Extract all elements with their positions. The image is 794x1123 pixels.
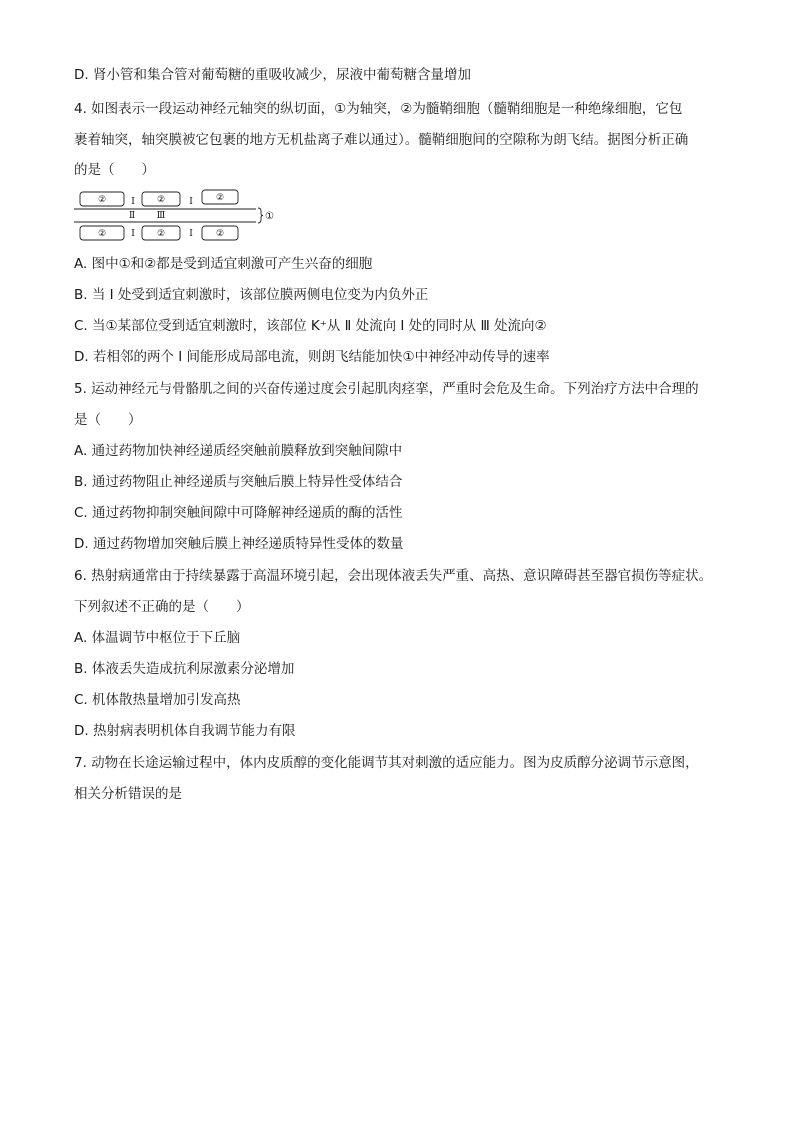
axon-brace	[258, 208, 263, 223]
q6-option-d: D. 热射病表明机体自我调节能力有限	[74, 723, 296, 739]
q5-option-d: D. 通过药物增加突触后膜上神经递质特异性受体的数量	[74, 536, 404, 552]
q4-option-d: D. 若相邻的两个 Ⅰ 间能形成局部电流，则朗飞结能加快①中神经冲动传导的速率	[74, 349, 550, 365]
label-iii: Ⅲ	[156, 211, 166, 221]
q5-stem-line-2: 是（ ）	[74, 412, 142, 428]
q5-option-a: A. 通过药物加快神经递质经突触前膜释放到突触间隙中	[74, 443, 403, 459]
q7-stem-line-2: 相关分析错误的是	[74, 786, 182, 802]
q5-stem-line-1: 5. 运动神经元与骨骼肌之间的兴奋传递过度会引起肌肉痉挛，严重时会危及生命。下列治疗方法中合理的	[74, 381, 699, 397]
q6-option-c: C. 机体散热量增加引发高热	[74, 692, 241, 708]
sheath-label: ②	[156, 229, 166, 239]
node-label: Ⅰ	[189, 197, 193, 207]
sheath-label: ②	[97, 195, 107, 205]
node-label: Ⅰ	[131, 197, 135, 207]
q6-option-b: B. 体液丢失造成抗利尿激素分泌增加	[74, 661, 295, 677]
sheath-label: ②	[215, 229, 225, 239]
q3-option-d: D. 肾小管和集合管对葡萄糖的重吸收减少，尿液中葡萄糖含量增加	[74, 67, 471, 83]
sheath-label: ②	[215, 193, 225, 203]
q4-stem-line-2: 裹着轴突，轴突膜被它包裹的地方无机盐离子难以通过）。髓鞘细胞间的空隙称为朗飞结。据图分析正确	[74, 132, 689, 148]
sheath-label: ②	[97, 229, 107, 239]
node-label: Ⅰ	[131, 229, 135, 239]
q5-option-c: C. 通过药物抑制突触间隙中可降解神经递质的酶的活性	[74, 505, 403, 521]
axon-diagram	[72, 186, 282, 246]
q7-stem-line-1: 7. 动物在长途运输过程中，体内皮质醇的变化能调节其对刺激的适应能力。图为皮质醇分泌调节示意图，	[74, 755, 699, 771]
q4-option-c: C. 当①某部位受到适宜刺激时，该部位 K⁺从 Ⅱ 处流向 Ⅰ 处的同时从 Ⅲ 处流向②	[74, 318, 547, 334]
q4-stem-line-1: 4. 如图表示一段运动神经元轴突的纵切面，①为轴突，②为髓鞘细胞（髓鞘细胞是一种绝缘细胞，它包	[74, 101, 683, 117]
sheath-label: ②	[156, 195, 166, 205]
label-ii: Ⅱ	[128, 211, 136, 221]
axon-label: ①	[265, 211, 274, 222]
q4-option-b: B. 当 Ⅰ 处受到适宜刺激时，该部位膜两侧电位变为内负外正	[74, 287, 429, 303]
q6-stem-line-1: 6. 热射病通常由于持续暴露于高温环境引起，会出现体液丢失严重、高热、意识障碍甚至器官损伤等症状。	[74, 568, 713, 584]
node-label: Ⅰ	[189, 229, 193, 239]
axon-diagram-svg	[72, 186, 282, 246]
q6-stem-line-2: 下列叙述不正确的是（ ）	[74, 599, 250, 615]
q5-option-b: B. 通过药物阻止神经递质与突触后膜上特异性受体结合	[74, 474, 403, 490]
q4-stem-line-3: 的是（ ）	[74, 162, 155, 178]
q4-option-a: A. 图中①和②都是受到适宜刺激可产生兴奋的细胞	[74, 256, 373, 272]
q6-option-a: A. 体温调节中枢位于下丘脑	[74, 630, 241, 646]
